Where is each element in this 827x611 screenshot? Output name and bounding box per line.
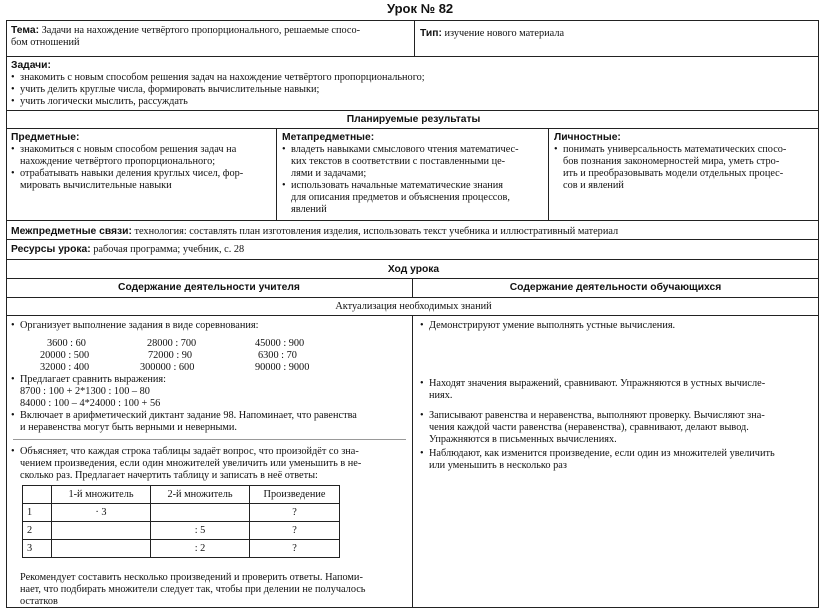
teacher-header: Содержание деятельности учителя	[118, 282, 300, 293]
meta-line: • использовать начальные математические знания	[291, 180, 544, 192]
answers-table	[22, 485, 340, 558]
students-s2b: ниях.	[429, 390, 453, 401]
students-s4a: • Наблюдают, как изменится произведение, если один из множителей увеличить	[429, 448, 775, 460]
teacher-p1: • Организует выполнение задания в виде соревнования:	[20, 320, 258, 332]
teacher-item-4	[20, 446, 361, 482]
table-row	[23, 504, 340, 522]
planned-results-heading: Планируемые результаты	[346, 114, 481, 125]
expr: 6300 : 70	[258, 350, 297, 361]
interdisciplinary	[11, 226, 618, 238]
subject-label: Предметные:	[11, 132, 80, 143]
table-cell	[23, 486, 52, 504]
personal-line: бов познания закономерностей мира, уметь стро-	[563, 156, 780, 167]
task-item: • знакомить с новым способом решения задач на нахождение четвёртого пропорционального;	[20, 72, 811, 84]
subject-results	[11, 132, 273, 192]
subject-line: нахождение четвёртого пропорционального;	[20, 156, 216, 167]
meta-line: • владеть навыками смыслового чтения математичес-	[291, 144, 544, 156]
expr: 72000 : 90	[148, 350, 193, 361]
teacher-p5a: Рекомендует составить несколько произведений и проверить ответы. Напоми-	[20, 572, 363, 583]
divider	[6, 297, 819, 298]
divider	[6, 110, 819, 111]
divider	[276, 128, 277, 220]
table-header-row	[23, 486, 340, 504]
task-item: • учить логически мыслить, рассуждать	[20, 96, 811, 108]
students-s4b: или уменьшить в несколько раз	[429, 460, 567, 471]
teacher-p5c: остатков	[20, 596, 58, 607]
personal-line: сов и явлений	[563, 180, 624, 191]
students-s2a: • Находят значения выражений, сравнивают. Упражняются в устных вычисле-	[429, 378, 765, 390]
expr: 20000 : 500	[40, 350, 90, 361]
tasks	[11, 60, 811, 108]
frame-left	[6, 20, 7, 608]
table-cell	[151, 504, 250, 522]
table-row	[23, 540, 340, 558]
divider	[6, 56, 819, 57]
table-cell: ?	[250, 522, 340, 540]
lesson-type	[420, 28, 564, 40]
task-item: • учить делить круглые числа, формировать вычислительные навыки;	[20, 84, 811, 96]
table-cell: Произведение	[250, 486, 340, 504]
type-label: Тип:	[420, 28, 442, 39]
subject-line: • знакомиться с новым способом решения задач на	[20, 144, 273, 156]
teacher-item-1	[20, 320, 258, 332]
table-row	[23, 522, 340, 540]
expr: 45000 : 900	[255, 338, 305, 349]
frame-right	[818, 20, 819, 608]
table-cell: · 3	[52, 504, 151, 522]
table-cell: 3	[23, 540, 52, 558]
teacher-p3a: • Включает в арифметический диктант задание 98. Напоминает, что равенства	[20, 410, 357, 422]
resources-label: Ресурсы урока:	[11, 244, 91, 255]
subject-line: • отрабатывать навыки деления круглых чисел, фор-	[20, 168, 273, 180]
table-cell	[52, 522, 151, 540]
table-cell: ?	[250, 540, 340, 558]
students-item-4	[429, 448, 775, 472]
divider	[412, 315, 413, 607]
tasks-label: Задачи:	[11, 60, 51, 71]
topic-line1: Задачи на нахождение четвёртого пропорционального, решаемые спосо-	[41, 25, 361, 36]
lesson-flow-heading: Ход урока	[387, 264, 440, 275]
students-s3b: чения каждой части равенства (неравенства), сравнивают, делают вывод.	[429, 422, 749, 433]
stage-heading: Актуализация необходимых знаний	[335, 301, 492, 312]
divider	[6, 220, 819, 221]
table-cell: 1-й множитель	[52, 486, 151, 504]
table-cell	[52, 540, 151, 558]
meta-results	[282, 132, 544, 216]
teacher-item-2	[20, 374, 357, 434]
students-item-1	[429, 320, 675, 332]
compare-1: 8700 : 100 + 2*1300 : 100 – 80	[20, 386, 150, 397]
type-text: изучение нового материала	[444, 28, 565, 39]
meta-line: для описания предметов и объяснения процессов,	[291, 192, 510, 203]
meta-line: ких текстов в соответствии с поставленными це-	[291, 156, 506, 167]
personal-results	[554, 132, 816, 192]
divider	[6, 259, 819, 260]
topic-label: Тема:	[11, 25, 40, 36]
table-cell: 2	[23, 522, 52, 540]
meta-label: Метапредметные:	[282, 132, 375, 143]
divider	[6, 239, 819, 240]
students-item-3	[429, 410, 765, 446]
compare-2: 84000 : 100 – 4*24000 : 100 + 56	[20, 398, 161, 409]
interdisciplinary-text: технология: составлять план изготовления изделия, использовать текст учебника и иллюстративный материал	[134, 226, 619, 237]
topic-line2: бом отношений	[11, 37, 80, 48]
divider	[6, 128, 819, 129]
table-cell: ?	[250, 504, 340, 522]
interdisciplinary-label: Межпредметные связи:	[11, 226, 132, 237]
personal-line: ить и преобразовывать модели отдельных процес-	[563, 168, 784, 179]
resources	[11, 244, 244, 256]
subject-line: мировать вычислительные навыки	[20, 180, 172, 191]
topic	[11, 25, 411, 49]
teacher-p2: • Предлагает сравнить выражения:	[20, 374, 357, 386]
table-cell: : 2	[151, 540, 250, 558]
expr: 32000 : 400	[40, 362, 90, 373]
table-cell: 1	[23, 504, 52, 522]
expr: 3600 : 60	[47, 338, 86, 349]
expr: 90000 : 9000	[255, 362, 310, 373]
students-s3a: • Записывают равенства и неравенства, выполняют проверку. Вычисляют зна-	[429, 410, 765, 422]
meta-line: явлений	[291, 204, 327, 215]
personal-label: Личностные:	[554, 132, 621, 143]
teacher-item-5	[20, 572, 366, 608]
teacher-p5b: нает, что подбирать множители следует так, чтобы при делении не получалось	[20, 584, 366, 595]
divider	[548, 128, 549, 220]
personal-line: • понимать универсальность математических спосо-	[563, 144, 816, 156]
table-cell: : 5	[151, 522, 250, 540]
resources-text: рабочая программа; учебник, с. 28	[93, 244, 245, 255]
teacher-p4c: сколько раз. Предлагает начертить таблицу и записать в неё ответы:	[20, 470, 318, 481]
divider	[13, 439, 406, 440]
page-title: Урок № 82	[387, 1, 454, 16]
students-header: Содержание деятельности обучающихся	[509, 282, 722, 293]
expr: 28000 : 700	[147, 338, 197, 349]
table-cell: 2-й множитель	[151, 486, 250, 504]
meta-line: лями и задачами;	[291, 168, 367, 179]
students-item-2	[429, 378, 765, 402]
teacher-p3b: и неравенства могут быть верными и неверными.	[20, 422, 238, 433]
teacher-p4a: • Объясняет, что каждая строка таблицы задаёт вопрос, что произойдёт со зна-	[20, 446, 361, 458]
students-s3c: Упражняются в письменных вычислениях.	[429, 434, 617, 445]
teacher-p4b: чением произведения, если один множителей увеличить или уменьшить в не-	[20, 458, 362, 469]
students-s1: • Демонстрируют умение выполнять устные вычисления.	[429, 320, 675, 332]
expr: 300000 : 600	[140, 362, 195, 373]
frame-top	[6, 20, 819, 21]
divider	[414, 20, 415, 56]
